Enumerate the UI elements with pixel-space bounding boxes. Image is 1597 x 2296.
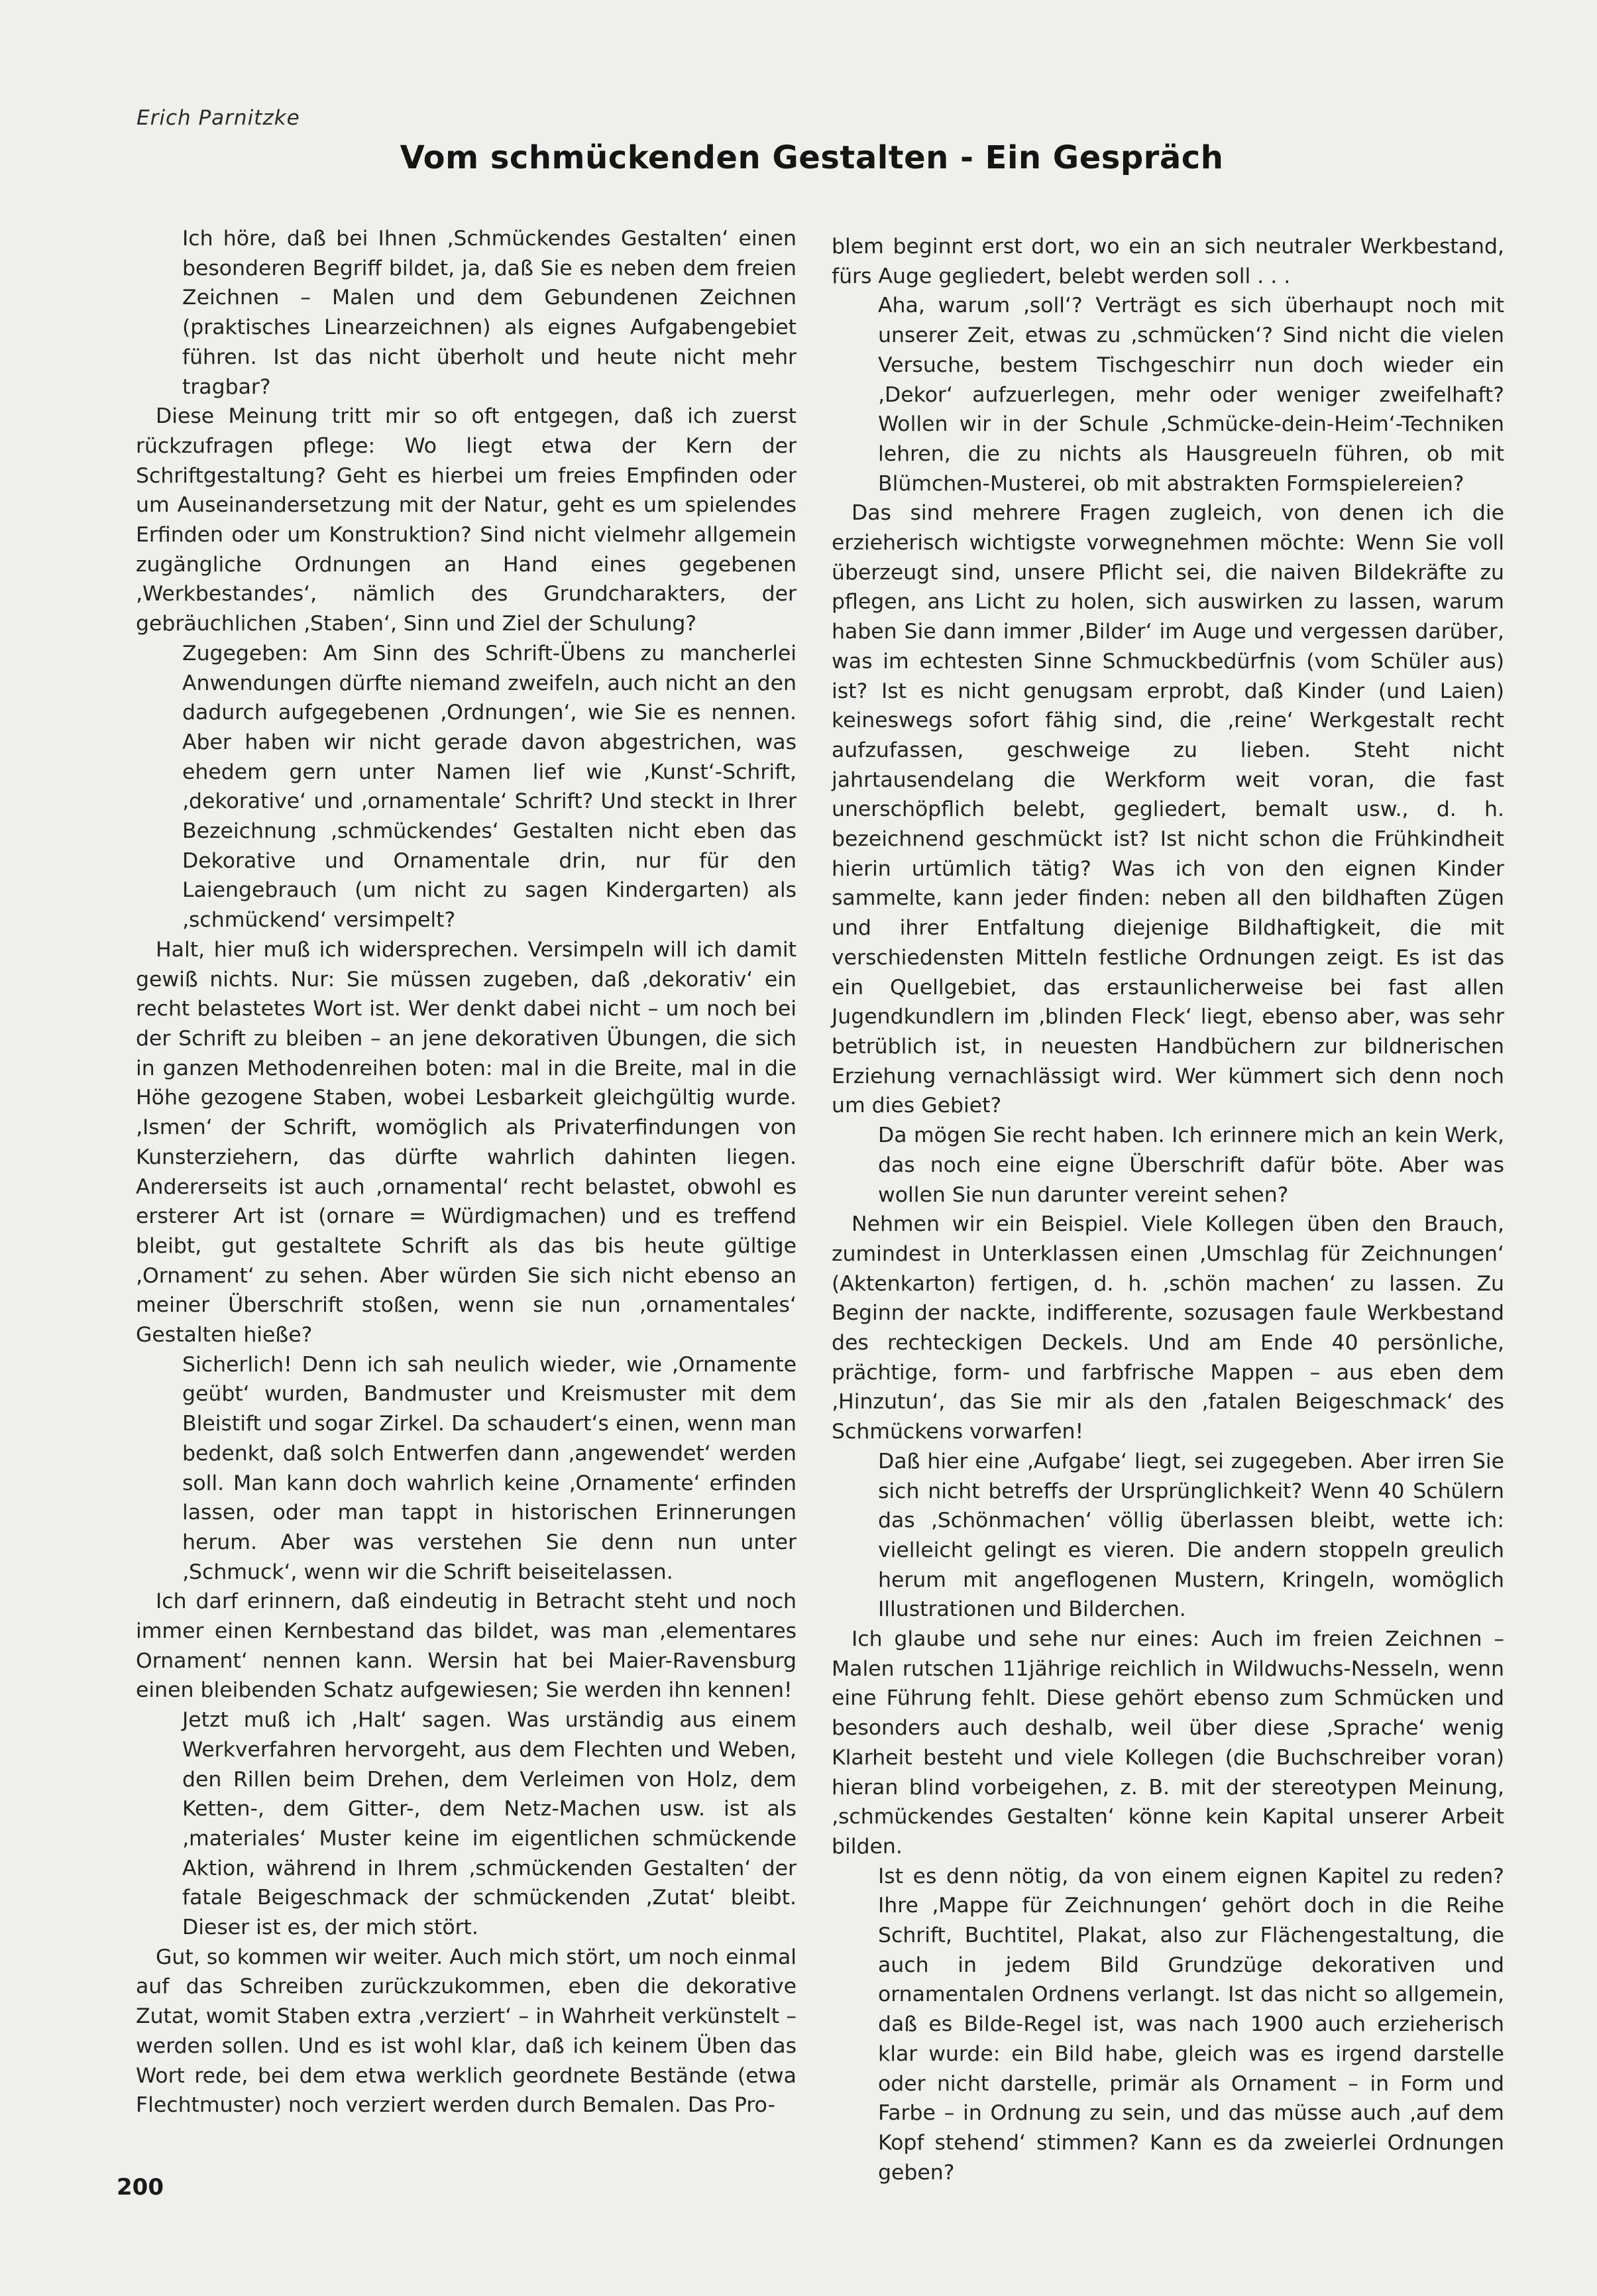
paragraph: Ist es denn nötig, da von einem eignen Kapitel zu reden? Ihre ‚Mappe für Zeichnungen‘ gehört doch in die Reihe Schrift, Buchtitel, Plakat, also zur Flächengestaltung, die auch in jedem Bild Grundzüge dekorativen und ornamentalen Ordnens verlangt. Ist das nicht so allgemein, daß es Bilde-Regel ist, was nach 1900 auch erzieherisch klar wurde: ein Bild habe, gleich was es irgend darstelle oder nicht darstelle, primär als Ornament – in Form und Farbe – in Ordnung zu sein, und das müsse auch ‚auf dem Kopf stehend‘ stimmen? Kann es da zweierlei Ordnungen geben? <box>878 1864 1504 2185</box>
paragraph: Zugegeben: Am Sinn des Schrift-Übens zu mancherlei Anwendungen dürfte niemand zweifeln, auch nicht an den dadurch aufgegebenen ‚Ordnungen‘, wie Sie es nennen. Aber haben wir nicht gerade davon abgestrichen, was ehedem gern unter Namen lief wie ‚Kunst‘-Schrift, ‚dekorative‘ und ‚ornamentale‘ Schrift? Und steckt in Ihrer Bezeichnung ‚schmückendes‘ Gestalten nicht eben das Dekorative und Ornamentale drin, nur für den Laiengebrauch (um nicht zu sagen Kindergarten) als ‚schmückend‘ versimpelt? <box>182 641 797 933</box>
paragraph: Jetzt muß ich ‚Halt‘ sagen. Was urständig aus einem Werkverfahren hervorgeht, aus dem Flechten und Weben, den Rillen beim Drehen, dem Verleimen von Holz, dem Ketten-, dem Gitter-, dem Netz-Machen usw. ist als ‚materiales‘ Muster keine im eigentlichen schmückende Aktion, während in Ihrem ‚schmückenden Gestalten‘ der fatale Beigeschmack der schmückenden ‚Zutat‘ bleibt. Dieser ist es, der mich stört. <box>182 1708 797 1940</box>
paragraph: Ich glaube und sehe nur eines: Auch im freien Zeichnen – Malen rutschen 11jährige reichlich in Wildwuchs-Nesseln, wenn eine Führung fehlt. Diese gehört ebenso zum Schmücken und besonders auch deshalb, weil über diese ‚Sprache‘ wenig Klarheit besteht und viele Kollegen (die Buchschreiber voran) hieran blind vorbeigehen, z. B. mit der stereotypen Meinung, ‚schmückendes Gestalten‘ könne kein Kapital unserer Arbeit bilden. <box>832 1627 1504 1859</box>
paragraph: Ich darf erinnern, daß eindeutig in Betracht steht und noch immer einen Kernbestand das bildet, was man ‚elementares Ornament‘ nennen kann. Wersin hat bei Maier-Ravensburg einen bleibenden Schatz aufgewiesen; Sie werden ihn kennen! <box>136 1589 797 1703</box>
article-title: Vom schmückenden Gestalten - Ein Gespräch <box>400 139 1224 176</box>
paragraph: Ich höre, daß bei Ihnen ‚Schmückendes Gestalten‘ einen besonderen Begriff bildet, ja, daß Sie es neben dem freien Zeichnen – Malen und dem Gebundenen Zeichnen (praktisches Linearzeichnen) als eignes Aufgabengebiet führen. Ist das nicht überholt und heute nicht mehr tragbar? <box>182 227 797 399</box>
paragraph: Daß hier eine ‚Aufgabe‘ liegt, sei zugegeben. Aber irren Sie sich nicht betreffs der Ursprünglichkeit? Wenn 40 Schülern das ‚Schönmachen‘ völlig überlassen bleibt, wette ich: vielleicht gelingt es vieren. Die andern stoppeln greulich herum mit angeflogenen Mustern, Kringeln, womöglich Illustrationen und Bilderchen. <box>878 1449 1504 1622</box>
paragraph: Nehmen wir ein Beispiel. Viele Kollegen üben den Brauch, zumindest in Unterklassen einen ‚Umschlag für Zeichnungen‘ (Aktenkarton) fertigen, d. h. ‚schön machen‘ zu lassen. Zu Beginn der nackte, indifferente, sozusagen faule Werkbestand des rechteckigen Deckels. Und am Ende 40 persönliche, prächtige, form- und farbfrische Mappen – aus eben dem ‚Hinzutun‘, das Sie mir als den ‚fatalen Beigeschmack‘ des Schmückens vorwarfen! <box>832 1212 1504 1444</box>
author-name: Erich Parnitzke <box>137 106 300 130</box>
page-number: 200 <box>117 2174 164 2201</box>
left-column <box>136 224 797 2120</box>
paragraph: Das sind mehrere Fragen zugleich, von denen ich die erzieherisch wichtigste vorwegnehmen möchte: Wenn Sie voll überzeugt sind, unsere Pflicht sei, die naiven Bildekräfte zu pflegen, ans Licht zu holen, sich auswirken zu lassen, warum haben Sie dann immer ‚Bilder‘ im Auge und vergessen darüber, was im echtesten Sinne Schmuckbedürfnis (vom Schüler aus) ist? Ist es nicht genugsam erprobt, daß Kinder (und Laien) keineswegs sofort fähig sind, die ‚reine‘ Werkgestalt recht aufzufassen, geschweige zu lieben. Steht nicht jahrtausendelang die Werkform weit voran, die fast unerschöpflich belebt, gegliedert, bemalt usw., d. h. bezeichnend geschmückt ist? Ist nicht schon die Frühkindheit hierin urtümlich tätig? Was ich von den eignen Kinder sammelte, kann jeder finden: neben all den bildhaften Zügen und ihrer Entfaltung diejenige Bildhaftigkeit, die mit verschiedensten Mitteln festliche Ordnungen zeigt. Es ist das ein Quellgebiet, das erstaunlicherweise bei fast allen Jugendkundlern im ‚blinden Fleck‘ liegt, ebenso aber, was sehr betrüblich ist, in neuesten Handbüchern zur bildnerischen Erziehung vernachlässigt wird. Wer kümmert sich denn noch um dies Gebiet? <box>832 501 1504 1118</box>
paragraph: Sicherlich! Denn ich sah neulich wieder, wie ‚Ornamente geübt‘ wurden, Bandmuster und Kreismuster mit dem Bleistift und sogar Zirkel. Da schaudert‘s einen, wenn man bedenkt, daß solch Entwerfen dann ‚angewendet‘ werden soll. Man kann doch wahrlich keine ‚Ornamente‘ erfinden lassen, oder man tappt in historischen Erinnerungen herum. Aber was verstehen Sie denn nun unter ‚Schmuck‘, wenn wir die Schrift beiseitelassen. <box>182 1352 797 1584</box>
paragraph: Diese Meinung tritt mir so oft entgegen, daß ich zuerst rückzufragen pflege: Wo liegt etwa der Kern der Schriftgestaltung? Geht es hierbei um freies Empfinden oder um Auseinandersetzung mit der Natur, geht es um spielendes Erfinden oder um Konstruktion? Sind nicht vielmehr allgemein zugängliche Ordnungen an Hand eines gegebenen ‚Werkbestandes‘, nämlich des Grundcharakters, der gebräuchlichen ‚Staben‘, Sinn und Ziel der Schulung? <box>136 404 797 636</box>
paragraph: Gut, so kommen wir weiter. Auch mich stört, um noch einmal auf das Schreiben zurückzukommen, eben die dekorative Zutat, womit Staben extra ‚verziert‘ – in Wahrheit verkünstelt – werden sollen. Und es ist wohl klar, daß ich keinem Üben das Wort rede, bei dem etwa werklich geordnete Bestände (etwa Flechtmuster) noch verziert werden durch Bemalen. Das Pro- <box>136 1945 797 2118</box>
right-column <box>832 232 1504 2187</box>
paragraph: Halt, hier muß ich widersprechen. Versimpeln will ich damit gewiß nichts. Nur: Sie müssen zugeben, daß ‚dekorativ‘ ein recht belastetes Wort ist. Wer denkt dabei nicht – um noch bei der Schrift zu bleiben – an jene dekorativen Übungen, die sich in ganzen Methodenreihen boten: mal in die Breite, mal in die Höhe gezogene Staben, wobei Lesbarkeit gleichgültig wurde. ‚Ismen‘ der Schrift, womöglich als Privaterfindungen von Kunsterziehern, das dürfte wahrlich dahinten liegen. Andererseits ist auch ‚ornamental‘ recht belastet, obwohl es ersterer Art ist (ornare = Würdigmachen) und es treffend bleibt, gut gestaltete Schrift als das bis heute gültige ‚Ornament‘ zu sehen. Aber würden Sie sich nicht ebenso an meiner Überschrift stoßen, wenn sie nun ‚ornamentales‘ Gestalten hieße? <box>136 937 797 1348</box>
paragraph: Aha, warum ‚soll‘? Verträgt es sich überhaupt noch mit unserer Zeit, etwas zu ‚schmücken‘? Sind nicht die vielen Versuche, bestem Tischgeschirr nun doch wieder ein ‚Dekor‘ aufzuerlegen, mehr oder weniger zweifelhaft? Wollen wir in der Schule ‚Schmücke-dein-Heim‘-Techniken lehren, die zu nichts als Hausgreueln führen, ob mit Blümchen-Musterei, ob mit abstrakten Formspielereien? <box>878 294 1504 496</box>
paragraph: blem beginnt erst dort, wo ein an sich neutraler Werkbestand, fürs Auge gegliedert, belebt werden soll . . . <box>832 235 1504 288</box>
paragraph: Da mögen Sie recht haben. Ich erinnere mich an kein Werk, das noch eine eigne Überschrift dafür böte. Aber was wollen Sie nun darunter vereint sehen? <box>878 1123 1504 1207</box>
